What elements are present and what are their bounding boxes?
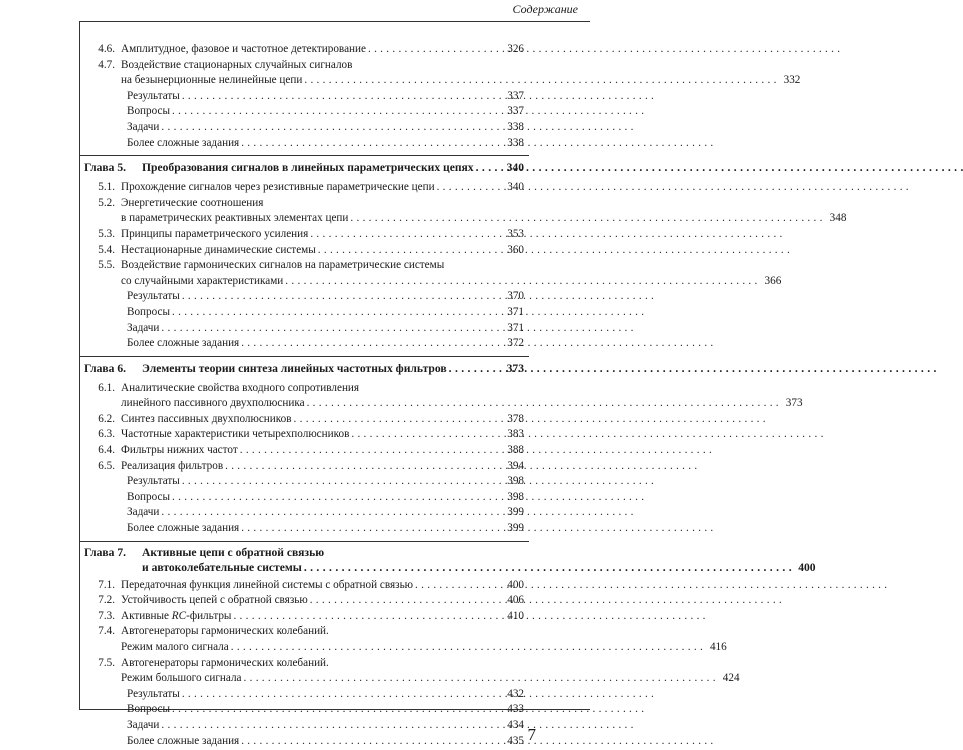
toc-entry-title: Вопросы [127, 105, 170, 118]
toc-entry-page: 434 [507, 718, 524, 731]
dot-leader [161, 718, 500, 734]
chapter-label: Глава 5. [84, 161, 127, 175]
dot-leader [182, 687, 500, 703]
dot-leader [241, 521, 500, 537]
toc-entry-questions-4[interactable] [84, 104, 524, 120]
toc-entry-advanced-5[interactable] [84, 336, 524, 352]
dot-leader [225, 459, 500, 475]
dot-leader [182, 89, 500, 105]
toc-entry-title: Более сложные задания [127, 734, 240, 747]
toc-entry-page: 338 [507, 120, 524, 133]
toc-entry-title: Результаты [127, 290, 180, 303]
toc-entry-title: Вопросы [127, 703, 170, 716]
chapter-divider [79, 356, 529, 357]
toc-entry-page: 435 [507, 734, 524, 747]
dot-leader [350, 211, 822, 227]
toc-entry-page: 340 [507, 181, 524, 194]
toc-entry-title-line2: на безынерционные нелинейные цепи [121, 74, 303, 87]
toc-entry-5-1[interactable] [84, 180, 524, 196]
toc-entry-page: 383 [507, 428, 524, 441]
toc-entry-problems-7[interactable] [84, 718, 524, 734]
toc-entry-title-line1: Автогенераторы гармонических колебаний. [121, 625, 329, 638]
toc-entry-title: Реализация фильтров [121, 459, 224, 472]
toc-entry-title-line1: Аналитические свойства входного сопротивления [121, 381, 360, 394]
table-of-contents [84, 42, 847, 749]
toc-entry-number: 6.5. [98, 459, 115, 472]
dot-leader [182, 474, 500, 490]
header-rule [80, 21, 590, 22]
toc-entry-title [121, 609, 231, 625]
chapter-title: Элементы теории синтеза линейных частотных фильтров [142, 361, 447, 375]
dot-leader [172, 702, 500, 718]
toc-entry-page: 337 [507, 105, 524, 118]
toc-entry-problems-6[interactable] [84, 505, 524, 521]
toc-entry-page: 398 [507, 490, 524, 503]
toc-entry-number: 7.5. [98, 656, 115, 669]
toc-entry-page: 388 [507, 444, 524, 457]
dot-leader [161, 505, 500, 521]
toc-entry-page: 424 [722, 672, 740, 685]
toc-entry-page: 394 [507, 459, 524, 472]
toc-entry-title: Более сложные задания [127, 337, 240, 350]
toc-entry-title-line1: Энергетические соотношения [121, 196, 264, 209]
toc-entry-title-line2: в параметрических реактивных элементах цепи [121, 212, 349, 225]
toc-entry-questions-6[interactable] [84, 490, 524, 506]
toc-entry-7-5[interactable] [84, 656, 740, 687]
toc-entry-page: 353 [507, 227, 524, 240]
toc-entry-title-line2: линейного пассивного двухполюсника [121, 397, 305, 410]
toc-entry-advanced-4[interactable] [84, 136, 524, 152]
page-number: 7 [527, 725, 536, 744]
toc-entry-title-line1: Автогенераторы гармонических колебаний. [121, 656, 329, 669]
chapter-page: 373 [506, 361, 524, 375]
dot-leader [161, 321, 500, 337]
toc-entry-page: 337 [507, 89, 524, 102]
toc-entry-number: 7.2. [98, 594, 115, 607]
chapter-label: Глава 7. [84, 545, 127, 559]
toc-entry-title: Прохождение сигналов через резистивные параметрические цепи [121, 181, 435, 194]
toc-entry-page: 366 [764, 274, 782, 287]
toc-entry-title: Вопросы [127, 490, 170, 503]
toc-entry-title: Амплитудное, фазовое и частотное детектирование [121, 43, 366, 55]
toc-entry-page: 410 [507, 609, 524, 622]
toc-entry-page: 370 [507, 290, 524, 303]
title-part: -фильтры [186, 609, 232, 622]
toc-chapter-6[interactable] [84, 360, 524, 378]
toc-entry-title: Более сложные задания [127, 522, 240, 535]
toc-entry-title: Задачи [127, 718, 160, 731]
toc-entry-7-3[interactable] [84, 609, 524, 625]
toc-entry-page: 348 [829, 212, 847, 225]
toc-entry-6-4[interactable] [84, 443, 524, 459]
dot-leader [310, 593, 500, 609]
dot-leader [172, 490, 500, 506]
toc-entry-title: Задачи [127, 321, 160, 334]
toc-entry-number: 6.1. [98, 381, 115, 394]
toc-entry-title: Синтез пассивных двухполюсников [121, 412, 292, 425]
toc-entry-advanced-7[interactable] [84, 734, 524, 750]
chapter-page: 400 [798, 560, 816, 574]
toc-entry-6-2[interactable] [84, 412, 524, 428]
toc-entry-advanced-6[interactable] [84, 521, 524, 537]
toc-entry-title: Фильтры нижних частот [121, 444, 238, 457]
toc-entry-title-line1: Воздействие гармонических сигналов на параметрические системы [121, 259, 445, 272]
toc-entry-number: 5.1. [98, 181, 115, 194]
toc-entry-5-5[interactable] [84, 258, 782, 289]
dot-leader [182, 289, 500, 305]
chapter-title-line1: Активные цепи с обратной связью [142, 545, 325, 559]
toc-entry-title: Передаточная функция линейной системы с обратной связью [121, 578, 414, 591]
dot-leader [294, 412, 500, 428]
toc-entry-results-4[interactable] [84, 89, 524, 105]
dot-leader [241, 734, 500, 750]
toc-entry-page: 371 [507, 305, 524, 318]
dot-leader [241, 336, 500, 352]
dot-leader [351, 427, 500, 443]
title-part: Активные [121, 609, 172, 622]
toc-entry-title: Частотные характеристики четырехполюсников [121, 428, 350, 441]
toc-entry-title: Результаты [127, 475, 180, 488]
dot-leader [161, 120, 500, 136]
toc-entry-problems-4[interactable] [84, 120, 524, 136]
toc-entry-page: 416 [709, 641, 727, 653]
toc-entry-questions-5[interactable] [84, 305, 524, 321]
toc-entry-page: 406 [507, 594, 524, 607]
toc-entry-page: 373 [785, 397, 803, 410]
toc-entry-page: 360 [507, 243, 524, 256]
toc-entry-page: 399 [507, 506, 524, 519]
dot-leader [437, 180, 500, 196]
toc-entry-number: 7.1. [98, 578, 115, 591]
toc-entry-title: Нестационарные динамические системы [121, 243, 316, 256]
toc-entry-results-7[interactable] [84, 687, 524, 703]
toc-entry-number: 5.5. [98, 259, 115, 272]
toc-entry-page: 371 [507, 321, 524, 334]
toc-entry-6-5[interactable] [84, 459, 524, 475]
toc-chapter-5[interactable] [84, 159, 524, 177]
chapter-divider [79, 155, 529, 156]
toc-entry-title-line2: Режим малого сигнала [121, 641, 229, 653]
dot-leader [310, 227, 500, 243]
toc-entry-5-2[interactable] [84, 196, 847, 227]
chapter-label: Глава 6. [84, 361, 127, 375]
toc-entry-page: 399 [507, 522, 524, 535]
dot-leader [240, 443, 500, 459]
toc-entry-title: Принципы параметрического усиления [121, 227, 309, 240]
toc-entry-4-6[interactable] [84, 42, 524, 58]
toc-entry-7-2[interactable] [84, 593, 524, 609]
toc-entry-5-4[interactable] [84, 243, 524, 259]
toc-entry-results-6[interactable] [84, 474, 524, 490]
toc-entry-page: 398 [507, 475, 524, 488]
toc-entry-number: 5.2. [98, 196, 115, 209]
toc-entry-7-4[interactable] [84, 624, 727, 655]
toc-entry-title: Более сложные задания [127, 136, 240, 149]
toc-entry-number: 6.2. [98, 412, 115, 425]
toc-entry-page: 332 [783, 74, 801, 87]
running-header: Содержание [512, 2, 578, 16]
toc-entry-number: 4.7. [98, 58, 115, 71]
dot-leader [318, 243, 500, 259]
toc-entry-questions-7[interactable] [84, 702, 524, 718]
title-part-italic: RC [171, 609, 187, 622]
chapter-title-line2: и автоколебательные системы [142, 560, 302, 574]
toc-entry-page: 326 [507, 43, 524, 55]
dot-leader [172, 305, 500, 321]
toc-entry-title: Результаты [127, 89, 180, 102]
toc-entry-number: 7.4. [98, 625, 115, 638]
toc-entry-title-line2: Режим большого сигнала [121, 672, 242, 685]
toc-entry-title-line2: со случайными характеристиками [121, 274, 284, 287]
dot-leader [231, 640, 703, 656]
toc-entry-results-5[interactable] [84, 289, 524, 305]
dot-leader [172, 104, 500, 120]
toc-entry-page: 378 [507, 412, 524, 425]
chapter-page: 340 [506, 161, 524, 175]
toc-entry-page: 338 [507, 136, 524, 149]
toc-chapter-7[interactable] [84, 545, 816, 575]
toc-entry-title: Задачи [127, 120, 160, 133]
toc-entry-title: Вопросы [127, 305, 170, 318]
chapter-title: Преобразования сигналов в линейных параметрических цепях [142, 161, 474, 175]
toc-entry-number: 6.3. [98, 428, 115, 441]
toc-entry-number: 5.3. [98, 227, 115, 240]
toc-entry-5-3[interactable] [84, 227, 524, 243]
dot-leader [233, 609, 500, 625]
toc-entry-number: 4.6. [98, 43, 115, 55]
toc-entry-number: 6.4. [98, 444, 115, 457]
dot-leader [476, 159, 500, 177]
toc-entry-title: Результаты [127, 687, 180, 700]
dot-leader [285, 274, 757, 290]
dot-leader [307, 396, 779, 412]
toc-entry-title: Задачи [127, 506, 160, 519]
dot-leader [304, 560, 792, 575]
dot-leader [241, 136, 500, 152]
dot-leader [415, 578, 500, 594]
toc-entry-title-line1: Воздействие стационарных случайных сигналов [121, 58, 353, 71]
toc-entry-page: 433 [507, 703, 524, 716]
toc-entry-number: 7.3. [98, 609, 115, 622]
toc-entry-number: 5.4. [98, 243, 115, 256]
toc-entry-page: 432 [507, 687, 524, 700]
toc-entry-6-3[interactable] [84, 427, 524, 443]
chapter-divider [79, 541, 529, 542]
toc-entry-4-7[interactable] [84, 58, 801, 89]
toc-entry-page: 400 [507, 578, 524, 591]
toc-entry-6-1[interactable] [84, 381, 803, 412]
left-margin-rule [79, 21, 80, 710]
dot-leader [304, 73, 776, 89]
dot-leader [449, 360, 500, 378]
toc-entry-7-1[interactable] [84, 578, 524, 594]
dot-leader [244, 671, 716, 687]
dot-leader [368, 42, 500, 58]
toc-entry-problems-5[interactable] [84, 321, 524, 337]
toc-entry-page: 372 [507, 337, 524, 350]
toc-entry-title: Устойчивость цепей с обратной связью [121, 594, 308, 607]
